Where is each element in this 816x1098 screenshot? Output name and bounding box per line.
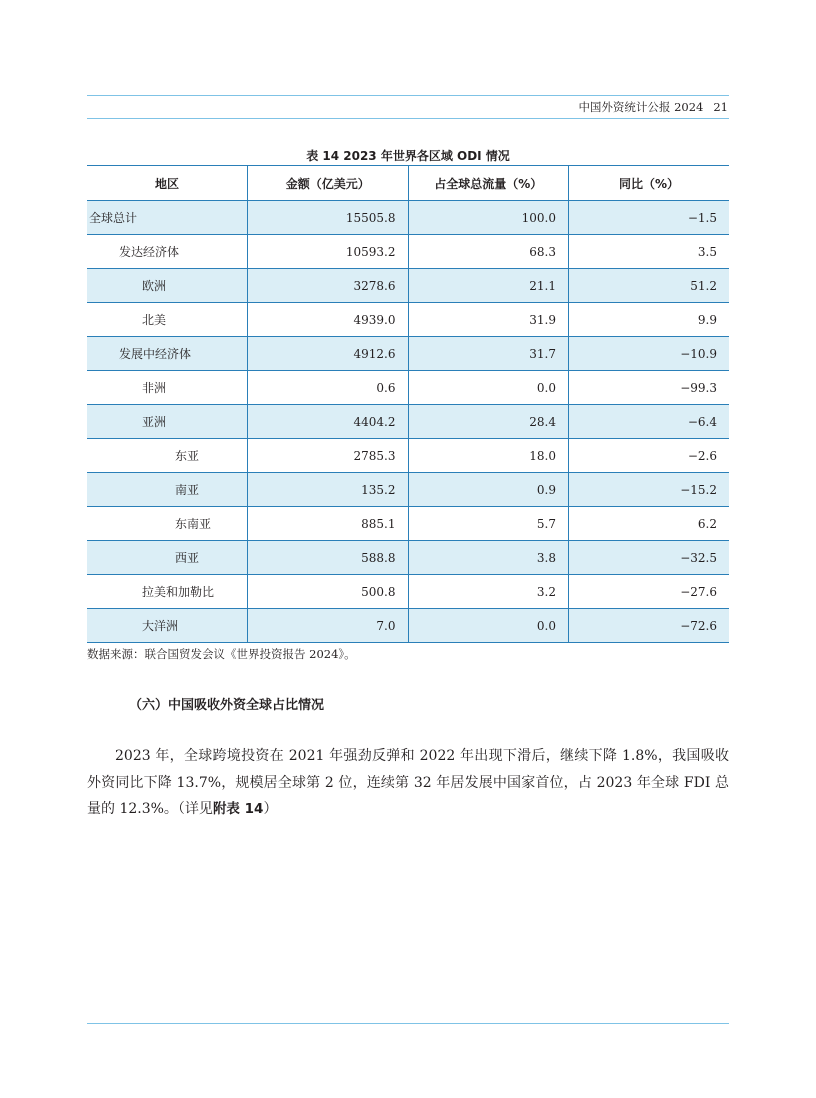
page-number: 21	[713, 100, 728, 114]
share-cell: 3.8	[408, 541, 569, 575]
region-cell: 大洋洲	[87, 609, 248, 643]
region-cell: 东亚	[87, 439, 248, 473]
region-cell: 发展中经济体	[87, 337, 248, 371]
amount-cell: 500.8	[248, 575, 409, 609]
paragraph-text: 2023 年，全球跨境投资在 2021 年强劲反弹和 2022 年出现下滑后，继续下降 1.8%，我国吸收外资同比下降 13.7%，规模居全球第 2 位，连续第 32 年居发展中国家首位，占 2023 年全球 FDI 总量的 12.3%。（详见	[87, 748, 729, 817]
source-note: 数据来源：联合国贸发会议《世界投资报告 2024》。	[87, 647, 356, 661]
yoy-cell: 6.2	[569, 507, 730, 541]
amount-cell: 885.1	[248, 507, 409, 541]
share-cell: 5.7	[408, 507, 569, 541]
amount-cell: 10593.2	[248, 235, 409, 269]
share-cell: 0.0	[408, 609, 569, 643]
yoy-cell: 3.5	[569, 235, 730, 269]
amount-cell: 588.8	[248, 541, 409, 575]
table-row	[87, 201, 729, 235]
table-row	[87, 473, 729, 507]
table-row	[87, 235, 729, 269]
column-header-share: 占全球总流量（%）	[408, 166, 569, 201]
region-cell: 欧洲	[87, 269, 248, 303]
table-row	[87, 609, 729, 643]
yoy-cell: −6.4	[569, 405, 730, 439]
amount-cell: 0.6	[248, 371, 409, 405]
running-header	[578, 99, 728, 115]
region-cell: 南亚	[87, 473, 248, 507]
share-cell: 31.9	[408, 303, 569, 337]
share-cell: 3.2	[408, 575, 569, 609]
region-cell: 全球总计	[87, 201, 248, 235]
region-cell: 西亚	[87, 541, 248, 575]
region-cell: 拉美和加勒比	[87, 575, 248, 609]
amount-cell: 4404.2	[248, 405, 409, 439]
column-header-yoy: 同比（%）	[569, 166, 730, 201]
body-paragraph	[87, 743, 729, 823]
share-cell: 0.9	[408, 473, 569, 507]
yoy-cell: −15.2	[569, 473, 730, 507]
yoy-cell: −99.3	[569, 371, 730, 405]
table-row	[87, 371, 729, 405]
amount-cell: 7.0	[248, 609, 409, 643]
region-cell: 亚洲	[87, 405, 248, 439]
table-row	[87, 541, 729, 575]
region-cell: 发达经济体	[87, 235, 248, 269]
amount-cell: 4912.6	[248, 337, 409, 371]
yoy-cell: −2.6	[569, 439, 730, 473]
yoy-cell: −1.5	[569, 201, 730, 235]
amount-cell: 3278.6	[248, 269, 409, 303]
yoy-cell: 51.2	[569, 269, 730, 303]
appendix-table-reference: 附表 14	[212, 801, 264, 817]
table-row	[87, 269, 729, 303]
running-title: 中国外资统计公报 2024	[578, 100, 704, 114]
table-row	[87, 303, 729, 337]
header-rule-bottom	[87, 118, 729, 119]
region-cell: 东南亚	[87, 507, 248, 541]
footer-rule	[87, 1023, 729, 1024]
table-row	[87, 337, 729, 371]
table-row	[87, 575, 729, 609]
yoy-cell: −27.6	[569, 575, 730, 609]
share-cell: 21.1	[408, 269, 569, 303]
amount-cell: 4939.0	[248, 303, 409, 337]
share-cell: 100.0	[408, 201, 569, 235]
amount-cell: 2785.3	[248, 439, 409, 473]
share-cell: 18.0	[408, 439, 569, 473]
header-rule-top	[87, 95, 729, 96]
table-row	[87, 507, 729, 541]
column-header-region: 地区	[87, 166, 248, 201]
table-header-row	[87, 166, 729, 201]
paragraph-end: ）	[263, 801, 278, 817]
odi-region-table	[87, 165, 729, 643]
table-row	[87, 405, 729, 439]
region-cell: 非洲	[87, 371, 248, 405]
table-row	[87, 439, 729, 473]
share-cell: 68.3	[408, 235, 569, 269]
yoy-cell: −10.9	[569, 337, 730, 371]
table-caption: 表 14 2023 年世界各区域 ODI 情况	[306, 149, 510, 163]
share-cell: 0.0	[408, 371, 569, 405]
yoy-cell: 9.9	[569, 303, 730, 337]
yoy-cell: −32.5	[569, 541, 730, 575]
table-body	[87, 201, 729, 643]
amount-cell: 135.2	[248, 473, 409, 507]
column-header-amount: 金额（亿美元）	[248, 166, 409, 201]
region-cell: 北美	[87, 303, 248, 337]
share-cell: 28.4	[408, 405, 569, 439]
share-cell: 31.7	[408, 337, 569, 371]
yoy-cell: −72.6	[569, 609, 730, 643]
amount-cell: 15505.8	[248, 201, 409, 235]
section-heading: （六）中国吸收外资全球占比情况	[129, 698, 325, 713]
